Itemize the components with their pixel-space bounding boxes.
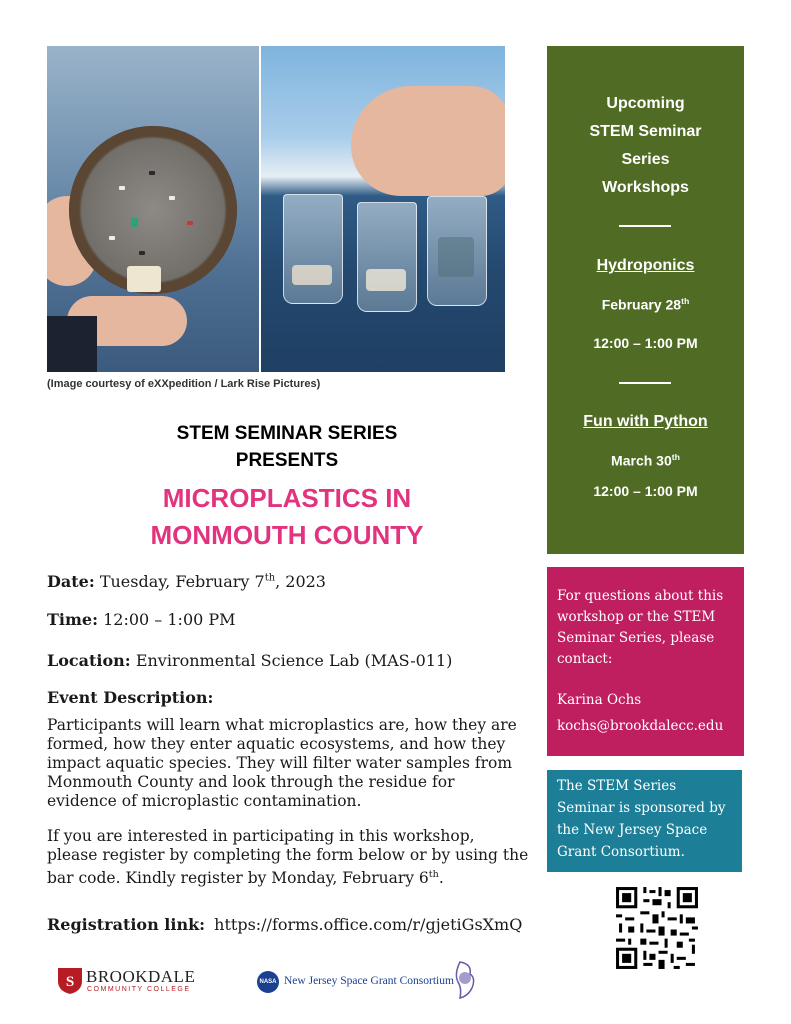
nj-consortium-name: New Jersey Space Grant Consortium bbox=[284, 975, 454, 987]
time-value: 12:00 – 1:00 PM bbox=[103, 610, 236, 629]
nj-state-emblem-icon bbox=[450, 960, 480, 1000]
description-paragraph: Participants will learn what microplastics are, how they are formed, how they enter aquatic ecosystems, and how they impact aquatic species. They will filter water samples from Monmouth County and look through the residue for evidence of microplastic contamination. bbox=[47, 716, 517, 810]
hand-shape bbox=[351, 86, 505, 196]
title-line: MICROPLASTICS IN bbox=[162, 483, 412, 513]
workshop-1-date: February 28th bbox=[601, 296, 690, 313]
contact-email[interactable]: kochs@brookdalecc.edu bbox=[557, 718, 724, 734]
registration-qr-code[interactable] bbox=[613, 884, 701, 972]
contact-panel bbox=[547, 567, 744, 756]
brookdale-name: BROOKDALE bbox=[86, 967, 196, 986]
workshop-1-title: Hydroponics bbox=[596, 257, 695, 274]
sponsor-panel bbox=[547, 770, 742, 872]
sieve-shape bbox=[69, 126, 237, 294]
jar-shape bbox=[357, 202, 417, 312]
nasa-badge-icon: NASA bbox=[257, 971, 279, 993]
registration-row bbox=[47, 915, 522, 934]
registration-link[interactable]: https://forms.office.com/r/gjetiGsXmQ bbox=[214, 915, 523, 934]
workshop-2-title: Fun with Python bbox=[583, 413, 708, 430]
location-label: Location: bbox=[47, 651, 131, 670]
date-value: Tuesday, February 7th, 2023 bbox=[99, 572, 326, 591]
time-row bbox=[47, 610, 236, 629]
svg-text:S: S bbox=[65, 974, 75, 990]
sieve-photo bbox=[47, 46, 259, 372]
description-title: Event Description: bbox=[47, 688, 214, 707]
heading-line: STEM SEMINAR SERIES bbox=[176, 423, 398, 444]
title-line: MONMOUTH COUNTY bbox=[150, 520, 424, 550]
upcoming-heading: Upcoming STEM Seminar Series Workshops bbox=[589, 95, 702, 196]
brookdale-shield-icon bbox=[57, 967, 83, 995]
date-label: Date: bbox=[47, 572, 95, 591]
workshop-1-time: 12:00 – 1:00 PM bbox=[593, 335, 698, 351]
date-row bbox=[47, 572, 326, 591]
heading-line: PRESENTS bbox=[235, 450, 339, 471]
sleeve-shape bbox=[47, 316, 97, 372]
location-row bbox=[47, 651, 452, 670]
jar-shape bbox=[283, 194, 343, 304]
jar-shape bbox=[427, 196, 487, 306]
brookdale-sub: COMMUNITY COLLEGE bbox=[87, 986, 191, 993]
series-heading bbox=[47, 420, 527, 474]
workshop-2-date: March 30th bbox=[611, 452, 680, 469]
brookdale-logo bbox=[57, 965, 207, 999]
workshop-2-time: 12:00 – 1:00 PM bbox=[593, 483, 698, 499]
contact-text: For questions about this workshop or the STEM Seminar Series, please contact: bbox=[557, 588, 724, 667]
registration-label: Registration link: bbox=[47, 915, 206, 934]
contact-name: Karina Ochs bbox=[557, 692, 642, 708]
upcoming-workshops-panel bbox=[547, 46, 744, 554]
photo-caption: (Image courtesy of eXXpedition / Lark Rise Pictures) bbox=[47, 378, 321, 390]
register-paragraph: If you are interested in participating in this workshop, please register by completing the form below or by using the bar code. Kindly register by Monday, February 6th. bbox=[47, 827, 529, 888]
divider bbox=[619, 382, 671, 384]
divider bbox=[619, 225, 671, 227]
sponsor-text: The STEM Series Seminar is sponsored by the New Jersey Space Grant Consortium. bbox=[557, 778, 726, 860]
location-value: Environmental Science Lab (MAS-011) bbox=[135, 651, 453, 670]
time-label: Time: bbox=[47, 610, 98, 629]
event-title bbox=[47, 480, 527, 554]
jars-photo bbox=[261, 46, 505, 372]
hero-photo bbox=[47, 46, 505, 372]
